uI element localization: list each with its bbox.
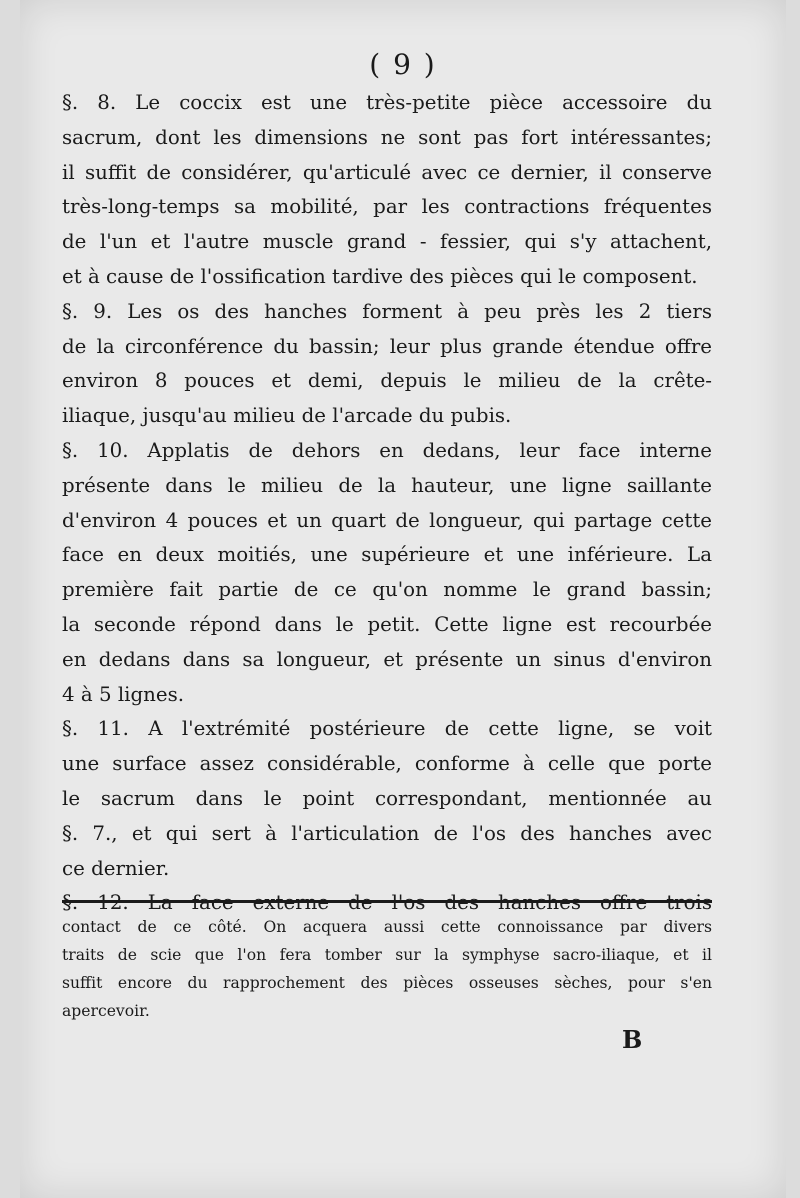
text-line: et à cause de l'ossification tardive des pièces qui le composent. [62,264,698,288]
footnote-line: apercevoir. [62,1002,150,1020]
text-line: §. 11. A l'extrémité postérieure de cette ligne, se voit [62,717,712,741]
text-line: §. 8. Le coccix est une très-petite pièce accessoire du [62,91,712,114]
text-line: il suffit de considérer, qu'articulé avec ce dernier, il conserve [62,160,712,184]
text-line: 4 à 5 lignes. [62,682,185,706]
text-line: de l'un et l'autre muscle grand - fessier, qui s'y attachent, [62,230,712,254]
signature-mark: B [622,1025,643,1054]
text-line: le sacrum dans le point correspondant, mentionnée au [62,786,712,810]
text-line: §. 9. Les os des hanches forment à peu près les 2 tiers [62,299,712,323]
text-line: environ 8 pouces et demi, depuis le milieu de la crête- [62,369,712,393]
text-line: une surface assez considérable, conforme à celle que porte [62,752,712,776]
text-line: §. 7., et qui sert à l'articulation de l'os des hanches avec [62,821,712,845]
text-line: d'environ 4 pouces et un quart de longueur, qui partage cette [62,508,712,532]
text-line: sacrum, dont les dimensions ne sont pas fort intéressantes; [62,125,712,149]
page-number: ( 9 ) [369,48,437,81]
footnote [62,913,712,1025]
text-line: première fait partie de ce qu'on nomme le grand bassin; [62,578,712,602]
text-line: en dedans dans sa longueur, et présente un sinus d'environ [62,647,712,671]
footnote-line: contact de ce côté. On acquera aussi cette connoissance par divers [62,918,712,936]
footnote-line: traits de scie que l'on fera tomber sur la symphyse sacro-iliaque, et il [62,946,712,964]
footnote-divider [62,900,712,903]
text-line: de la circonférence du bassin; leur plus grande étendue offre [62,334,712,358]
footnote-line: suffit encore du rapprochement des pièces osseuses sèches, pour s'en [62,974,712,992]
text-line: la seconde répond dans le petit. Cette ligne est recourbée [62,612,712,636]
text-line: iliaque, jusqu'au milieu de l'arcade du pubis. [62,404,512,428]
text-line: ce dernier. [62,856,170,880]
book-page [20,0,786,1198]
text-line: §. 12. La face externe de l'os des hanches offre trois [62,891,712,915]
text-line: présente dans le milieu de la hauteur, une ligne saillante [62,473,712,497]
body-text [62,86,712,921]
text-line: face en deux moitiés, une supérieure et une inférieure. La [62,543,712,567]
text-line: très-long-temps sa mobilité, par les contractions fréquentes [62,195,712,219]
text-line: §. 10. Applatis de dehors en dedans, leur face interne [62,438,712,462]
